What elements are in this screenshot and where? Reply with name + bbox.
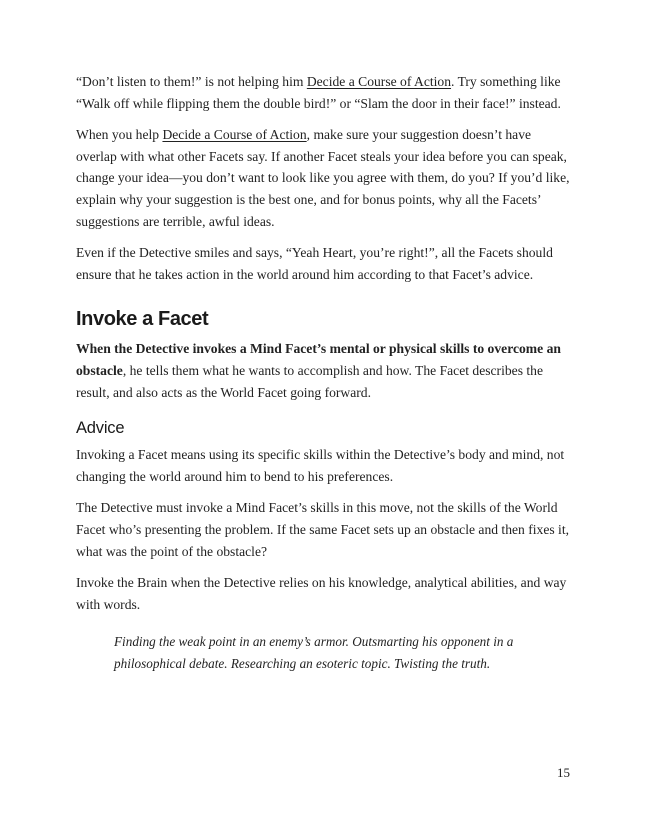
paragraph-text: , make sure your suggestion doesn’t have overlap with what other Facets say. If another Facet steals your idea before you can speak, change your idea—you don’t want to look like you agree with them, do you? If you’d like, explain why your suggestion is the best one, and for bonus points, why all the Facets’ suggestions are terrible, awful ideas. <box>76 127 570 229</box>
example-quote: Finding the weak point in an enemy’s armor. Outsmarting his opponent in a philosophical debate. Researching an esoteric topic. Twisting the truth. <box>114 634 514 671</box>
paragraph-invoke-definition <box>76 338 572 403</box>
paragraph-advice-3: Invoke the Brain when the Detective relies on his knowledge, analytical abilities, and way with words. <box>76 575 567 612</box>
page-number: 15 <box>557 765 570 780</box>
paragraph-decide-course <box>76 71 572 114</box>
page-body <box>76 71 572 674</box>
paragraph-text: When you help <box>76 127 163 143</box>
paragraph-text: “Don’t listen to them!” is not helping him <box>76 74 307 89</box>
move-trigger-text: When the Detective invokes a Mind Facet’s mental or physical skills to overcome an obstacle <box>76 341 561 378</box>
subheading-advice: Advice <box>76 419 125 438</box>
section-heading-invoke-a-facet: Invoke a Facet <box>76 308 209 331</box>
paragraph-help-decide <box>76 124 572 232</box>
paragraph-text: . Try something like “Walk off while flipping them the double bird!” or “Slam the door in their face!” instead. <box>76 74 561 111</box>
paragraph-text: , he tells them what he wants to accomplish and how. The Facet describes the result, and also acts as the World Facet going forward. <box>76 362 543 400</box>
decide-course-of-action-link[interactable]: Decide a Course of Action <box>306 74 452 89</box>
paragraph-advice-1: Invoking a Facet means using its specific skills within the Detective’s body and mind, not changing the world around him to bend to his preferences. <box>76 447 565 484</box>
paragraph-detective-smiles: Even if the Detective smiles and says, “Yeah Heart, you’re right!”, all the Facets should ensure that he takes action in the world around him according to that Facet’s advice. <box>76 245 553 282</box>
decide-course-of-action-link[interactable]: Decide a Course of Action <box>162 127 307 143</box>
paragraph-advice-2: The Detective must invoke a Mind Facet’s skills in this move, not the skills of the World Facet who’s presenting the problem. If the same Facet sets up an obstacle and then fixes it, what was the point of the obstacle? <box>76 500 570 559</box>
